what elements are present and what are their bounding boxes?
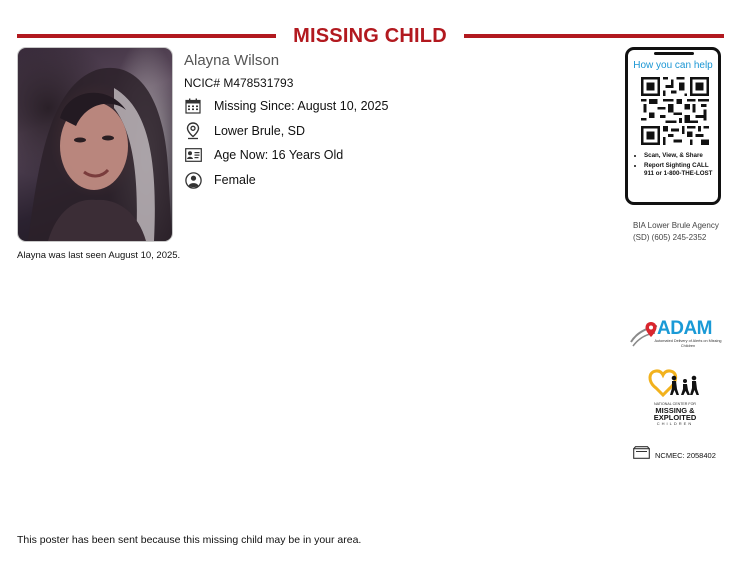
- help-instructions: [632, 152, 718, 180]
- help-bullet-share: • Scan, View, & Share: [644, 152, 718, 160]
- help-bullet-report: • Report Sighting CALL 911 or 1-800-THE-LOST: [644, 162, 718, 178]
- ncmec-case-number: NCMEC: 2058402: [655, 450, 716, 460]
- sex-row: [184, 170, 256, 190]
- ncmec-logo-bottom: CHILDREN: [656, 421, 694, 426]
- adam-logo-text: ADAM: [657, 318, 712, 339]
- help-title: How you can help: [633, 60, 713, 71]
- child-photo-illustration: [18, 48, 172, 241]
- qr-code[interactable]: [641, 77, 709, 145]
- header-rule-left: [17, 34, 276, 38]
- ncmec-logo-top: NATIONAL CENTER FOR: [654, 402, 696, 406]
- child-photo: [17, 47, 173, 242]
- poster-footer-note: This poster has been sent because this missing child may be in your area.: [17, 534, 362, 546]
- adam-logo-tagline: Automated Delivery of Alerts on Missing Children: [654, 339, 722, 348]
- phone-notch: [654, 52, 694, 55]
- ncic-number: NCIC# M478531793: [184, 76, 294, 90]
- header-rule-right: [464, 34, 724, 38]
- location-text: Lower Brule, SD: [214, 124, 306, 138]
- person-icon: [184, 171, 202, 189]
- last-seen-text: Alayna was last seen August 10, 2025.: [17, 250, 181, 261]
- id-card-icon: [184, 146, 202, 164]
- poster-title: MISSING CHILD: [293, 25, 447, 47]
- sex-text: Female: [214, 173, 256, 187]
- help-phone-panel: [625, 47, 721, 205]
- location-row: [184, 121, 305, 141]
- case-folder-icon: [633, 446, 650, 464]
- child-name: Alayna Wilson: [184, 52, 280, 69]
- age-now-text: Age Now: 16 Years Old: [214, 148, 344, 162]
- missing-since-row: [184, 96, 388, 116]
- agency-contact: BIA Lower Brule Agency (SD) (605) 245-2352: [633, 221, 719, 242]
- ncmec-logo-name: MISSING & EXPLOITED: [653, 406, 697, 422]
- calendar-icon: [184, 97, 202, 115]
- missing-since-text: Missing Since: August 10, 2025: [214, 99, 389, 113]
- location-pin-icon: [184, 122, 202, 140]
- ncmec-case: [633, 446, 716, 464]
- age-row: [184, 145, 343, 165]
